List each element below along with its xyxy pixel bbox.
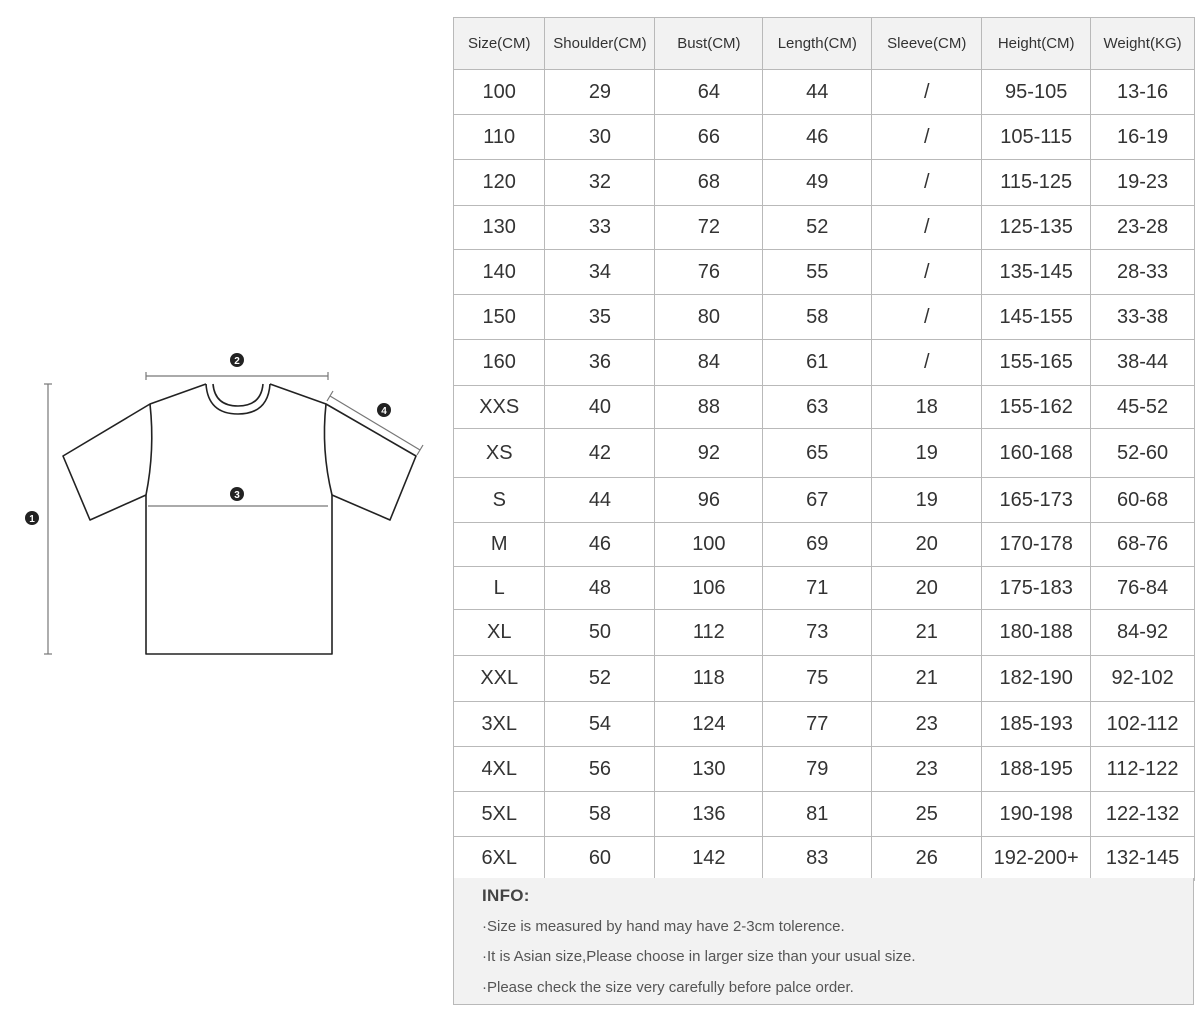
table-cell: 46 <box>763 115 872 160</box>
table-cell: 63 <box>763 386 872 429</box>
column-header: Weight(KG) <box>1091 18 1195 70</box>
table-cell: 135-145 <box>982 250 1091 295</box>
table-cell: 84 <box>655 340 763 386</box>
table-cell: 124 <box>655 702 763 747</box>
table-row <box>454 567 1195 610</box>
info-line-check-size: ·Please check the size very carefully before palce order. <box>482 979 854 996</box>
table-cell: 92-102 <box>1091 656 1195 702</box>
table-cell: 188-195 <box>982 747 1091 792</box>
table-cell: 23-28 <box>1091 206 1195 250</box>
table-cell: 110 <box>454 115 545 160</box>
table-cell: 142 <box>655 837 763 881</box>
column-header: Shoulder(CM) <box>545 18 655 70</box>
tshirt-right-armhole <box>324 404 332 495</box>
table-row <box>454 160 1195 206</box>
table-cell: 155-162 <box>982 386 1091 429</box>
table-cell: 16-19 <box>1091 115 1195 160</box>
table-cell: 96 <box>655 478 763 523</box>
table-cell: 150 <box>454 295 545 340</box>
table-cell: 19 <box>872 429 982 478</box>
table-row <box>454 523 1195 567</box>
table-cell: 105-115 <box>982 115 1091 160</box>
table-cell: / <box>872 250 982 295</box>
table-cell: 21 <box>872 656 982 702</box>
table-cell: 112 <box>655 610 763 656</box>
table-cell: 122-132 <box>1091 792 1195 837</box>
table-cell: 52 <box>545 656 655 702</box>
table-cell: / <box>872 206 982 250</box>
table-cell: 50 <box>545 610 655 656</box>
info-line-asian-size: ·It is Asian size,Please choose in larger size than your usual size. <box>482 948 916 965</box>
table-cell: 130 <box>454 206 545 250</box>
tshirt-collar-outer <box>206 384 270 414</box>
table-cell: / <box>872 70 982 115</box>
table-cell: 48 <box>545 567 655 610</box>
table-cell: 52 <box>763 206 872 250</box>
table-cell: 132-145 <box>1091 837 1195 881</box>
table-cell: 160 <box>454 340 545 386</box>
column-header: Size(CM) <box>454 18 545 70</box>
table-cell: L <box>454 567 545 610</box>
table-cell: 3XL <box>454 702 545 747</box>
table-cell: 112-122 <box>1091 747 1195 792</box>
table-cell: 29 <box>545 70 655 115</box>
column-header: Height(CM) <box>982 18 1091 70</box>
table-cell: 44 <box>763 70 872 115</box>
table-cell: 125-135 <box>982 206 1091 250</box>
table-cell: 106 <box>655 567 763 610</box>
table-cell: 79 <box>763 747 872 792</box>
table-cell: S <box>454 478 545 523</box>
info-box <box>453 878 1194 1005</box>
table-cell: 44 <box>545 478 655 523</box>
marker-3-label: 3 <box>234 490 240 501</box>
table-cell: 32 <box>545 160 655 206</box>
table-row <box>454 610 1195 656</box>
table-cell: 45-52 <box>1091 386 1195 429</box>
table-row <box>454 702 1195 747</box>
table-cell: 192-200+ <box>982 837 1091 881</box>
table-cell: 18 <box>872 386 982 429</box>
table-row <box>454 837 1195 881</box>
table-cell: 38-44 <box>1091 340 1195 386</box>
column-header: Bust(CM) <box>655 18 763 70</box>
table-cell: 19-23 <box>1091 160 1195 206</box>
tshirt-collar-inner <box>213 384 263 406</box>
table-row <box>454 115 1195 160</box>
table-cell: 46 <box>545 523 655 567</box>
marker-2 <box>230 353 244 367</box>
table-cell: 75 <box>763 656 872 702</box>
table-cell: 61 <box>763 340 872 386</box>
table-cell: 115-125 <box>982 160 1091 206</box>
marker-2-label: 2 <box>234 356 240 367</box>
table-cell: 120 <box>454 160 545 206</box>
table-cell: 68 <box>655 160 763 206</box>
sleeve-measure-line <box>327 391 423 455</box>
table-cell: 5XL <box>454 792 545 837</box>
table-cell: 140 <box>454 250 545 295</box>
table-cell: 81 <box>763 792 872 837</box>
table-cell: 77 <box>763 702 872 747</box>
table-cell: 72 <box>655 206 763 250</box>
table-cell: 66 <box>655 115 763 160</box>
tshirt-body-outline <box>63 384 416 654</box>
length-measure-line <box>44 384 52 654</box>
table-cell: 33 <box>545 206 655 250</box>
table-cell: 20 <box>872 523 982 567</box>
tshirt-diagram-svg <box>0 0 450 1022</box>
table-row <box>454 656 1195 702</box>
marker-1-label: 1 <box>29 514 35 525</box>
table-row <box>454 747 1195 792</box>
table-cell: 185-193 <box>982 702 1091 747</box>
table-cell: 145-155 <box>982 295 1091 340</box>
table-cell: 6XL <box>454 837 545 881</box>
table-cell: 60 <box>545 837 655 881</box>
table-cell: / <box>872 295 982 340</box>
table-row <box>454 295 1195 340</box>
tshirt-left-armhole <box>146 404 152 495</box>
table-cell: 28-33 <box>1091 250 1195 295</box>
table-cell: 68-76 <box>1091 523 1195 567</box>
table-cell: 130 <box>655 747 763 792</box>
size-chart-table <box>453 17 1195 881</box>
table-cell: 182-190 <box>982 656 1091 702</box>
table-cell: 180-188 <box>982 610 1091 656</box>
table-row <box>454 206 1195 250</box>
marker-1 <box>25 511 39 525</box>
table-cell: 92 <box>655 429 763 478</box>
table-cell: 65 <box>763 429 872 478</box>
table-cell: XL <box>454 610 545 656</box>
table-cell: 23 <box>872 747 982 792</box>
table-cell: 36 <box>545 340 655 386</box>
table-cell: XXS <box>454 386 545 429</box>
table-cell: 54 <box>545 702 655 747</box>
info-title: INFO: <box>482 886 530 905</box>
table-cell: 23 <box>872 702 982 747</box>
table-cell: 21 <box>872 610 982 656</box>
table-cell: / <box>872 160 982 206</box>
table-row <box>454 429 1195 478</box>
table-cell: XS <box>454 429 545 478</box>
marker-3 <box>230 487 244 501</box>
table-cell: 35 <box>545 295 655 340</box>
table-cell: 73 <box>763 610 872 656</box>
table-cell: 60-68 <box>1091 478 1195 523</box>
table-cell: 95-105 <box>982 70 1091 115</box>
table-cell: XXL <box>454 656 545 702</box>
table-cell: 155-165 <box>982 340 1091 386</box>
info-line-tolerance: ·Size is measured by hand may have 2-3cm tolerence. <box>482 918 845 935</box>
table-cell: 160-168 <box>982 429 1091 478</box>
table-cell: 49 <box>763 160 872 206</box>
table-cell: 26 <box>872 837 982 881</box>
table-cell: 19 <box>872 478 982 523</box>
table-cell: 71 <box>763 567 872 610</box>
table-cell: 118 <box>655 656 763 702</box>
table-cell: 30 <box>545 115 655 160</box>
table-cell: 136 <box>655 792 763 837</box>
table-cell: 58 <box>545 792 655 837</box>
table-cell: 58 <box>763 295 872 340</box>
shoulder-measure-line <box>146 372 328 380</box>
table-row <box>454 792 1195 837</box>
tshirt-outline <box>63 384 416 654</box>
table-cell: 102-112 <box>1091 702 1195 747</box>
table-cell: 34 <box>545 250 655 295</box>
table-cell: 67 <box>763 478 872 523</box>
table-cell: 55 <box>763 250 872 295</box>
table-row <box>454 478 1195 523</box>
table-cell: 100 <box>655 523 763 567</box>
table-cell: 80 <box>655 295 763 340</box>
table-cell: 56 <box>545 747 655 792</box>
table-row <box>454 386 1195 429</box>
table-cell: 88 <box>655 386 763 429</box>
table-cell: 84-92 <box>1091 610 1195 656</box>
table-cell: 42 <box>545 429 655 478</box>
table-cell: 4XL <box>454 747 545 792</box>
table-cell: 25 <box>872 792 982 837</box>
table-cell: 13-16 <box>1091 70 1195 115</box>
table-cell: 69 <box>763 523 872 567</box>
marker-4-label: 4 <box>381 406 387 417</box>
table-cell: 175-183 <box>982 567 1091 610</box>
table-cell: 20 <box>872 567 982 610</box>
table-cell: / <box>872 340 982 386</box>
table-cell: 100 <box>454 70 545 115</box>
table-cell: 76 <box>655 250 763 295</box>
table-header-row <box>454 18 1195 70</box>
table-row <box>454 250 1195 295</box>
table-cell: 52-60 <box>1091 429 1195 478</box>
column-header: Sleeve(CM) <box>872 18 982 70</box>
table-cell: 33-38 <box>1091 295 1195 340</box>
table-cell: 170-178 <box>982 523 1091 567</box>
table-cell: M <box>454 523 545 567</box>
tshirt-measurement-diagram <box>0 0 450 1022</box>
table-cell: 165-173 <box>982 478 1091 523</box>
marker-4 <box>377 403 391 417</box>
table-cell: 64 <box>655 70 763 115</box>
table-row <box>454 70 1195 115</box>
table-cell: 76-84 <box>1091 567 1195 610</box>
table-cell: 83 <box>763 837 872 881</box>
table-row <box>454 340 1195 386</box>
column-header: Length(CM) <box>763 18 872 70</box>
table-cell: / <box>872 115 982 160</box>
table-body <box>454 70 1195 881</box>
table-cell: 190-198 <box>982 792 1091 837</box>
table-cell: 40 <box>545 386 655 429</box>
